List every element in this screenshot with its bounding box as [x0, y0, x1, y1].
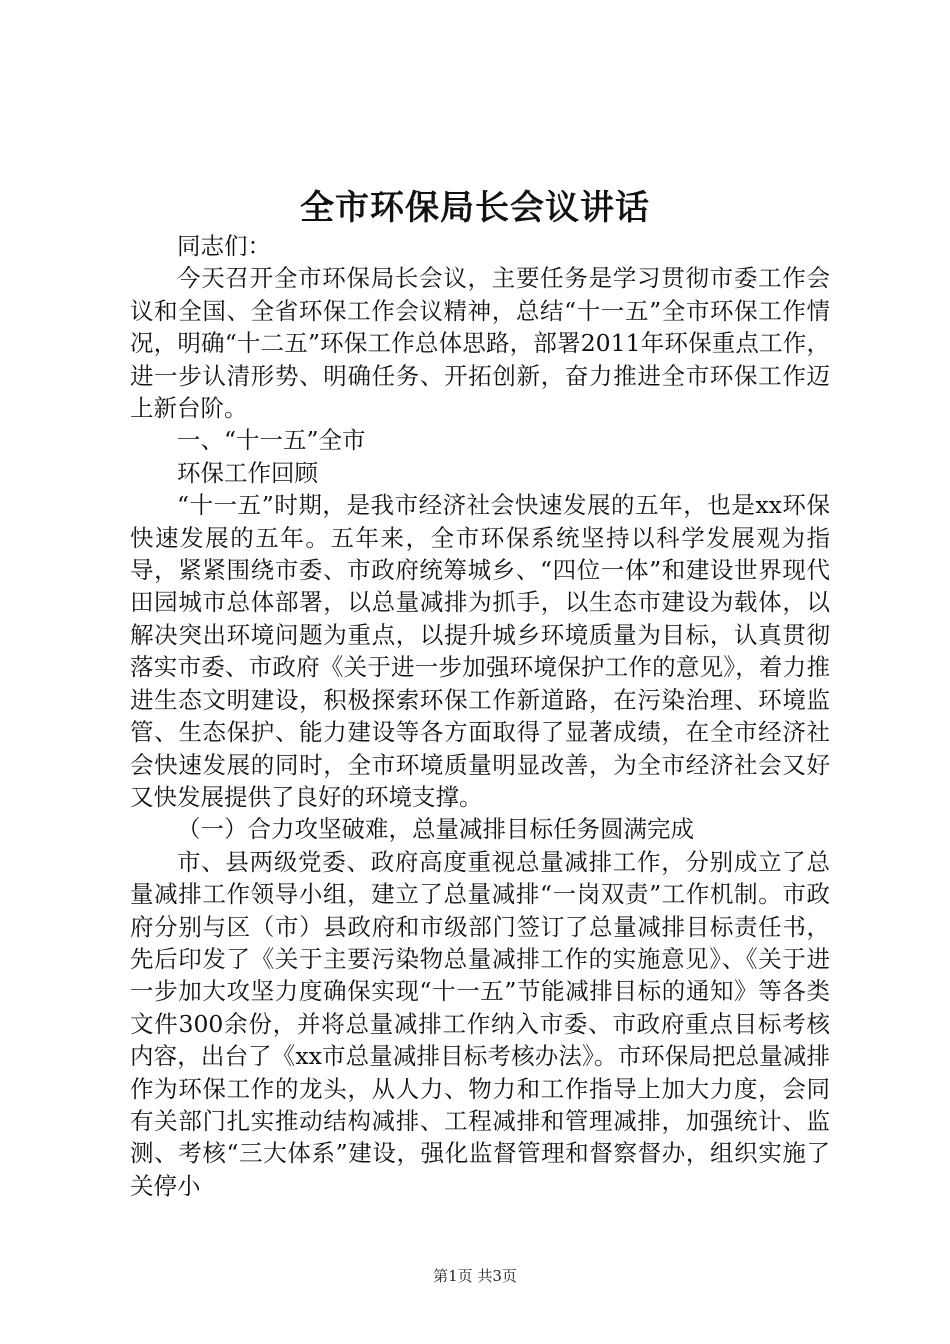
- document-body: [130, 230, 830, 1202]
- section-heading-1: 一、“十一五”全市: [177, 426, 366, 455]
- section-heading-1-cont: 环保工作回顾: [177, 458, 318, 487]
- paragraph-emission-reduction: 市、县两级党委、政府高度重视总量减排工作，分别成立了总量减排工作领导小组，建立了总量减排“一岗双责”工作机制。市政府分别与区（市）县政府和市级部门签订了总量减排目标责任书，先后印发了《关于主要污染物总量减排工作的实施意见》、《关于进一步加大攻坚力度确保实现“十一五”节能减排目标的通知》等各类文件300余份，并将总量减排工作纳入市委、市政府重点目标考核内容，出台了《xx市总量减排目标考核办法》。市环保局把总量减排作为环保工作的龙头，从人力、物力和工作指导上加大力度，会同有关部门扎实推动结构减排、工程减排和管理减排，加强统计、监测、考核“三大体系”建设，强化监督管理和督察督办，组织实施了关停小: [130, 847, 830, 1200]
- document-title: 全市环保局长会议讲话: [300, 188, 650, 228]
- paragraph-review: “十一五”时期，是我市经济社会快速发展的五年，也是xx环保快速发展的五年。五年来，全市环保系统坚持以科学发展观为指导，紧紧围绕市委、市政府统筹城乡、“四位一体”和建设世界现代田园城市总体部署，以总量减排为抓手，以生态市建设为载体，以解决突出环境问题为重点，以提升城乡环境质量为目标，认真贯彻落实市委、市政府《关于进一步加强环境保护工作的意见》，着力推进生态文明建设，积极探索环保工作新道路，在污染治理、环境监管、生态保护、能力建设等各方面取得了显著成绩，在全市经济社会快速发展的同时，全市环境质量明显改善，为全市经济社会又好又快发展提供了良好的环境支撑。: [130, 491, 830, 811]
- subsection-heading-1: （一）合力攻坚破难，总量减排目标任务圆满完成: [177, 815, 694, 844]
- page-number-footer: 第1页 共3页: [433, 1267, 517, 1285]
- paragraph-intro: 今天召开全市环保局长会议，主要任务是学习贯彻市委工作会议和全国、全省环保工作会议精神，总结“十一五”全市环保工作情况，明确“十二五”环保工作总体思路，部署2011年环保重点工作，进一步认清形势、明确任务、开拓创新，奋力推进全市环保工作迈上新台阶。: [130, 264, 830, 423]
- paragraph-salutation: 同志们：: [177, 232, 271, 260]
